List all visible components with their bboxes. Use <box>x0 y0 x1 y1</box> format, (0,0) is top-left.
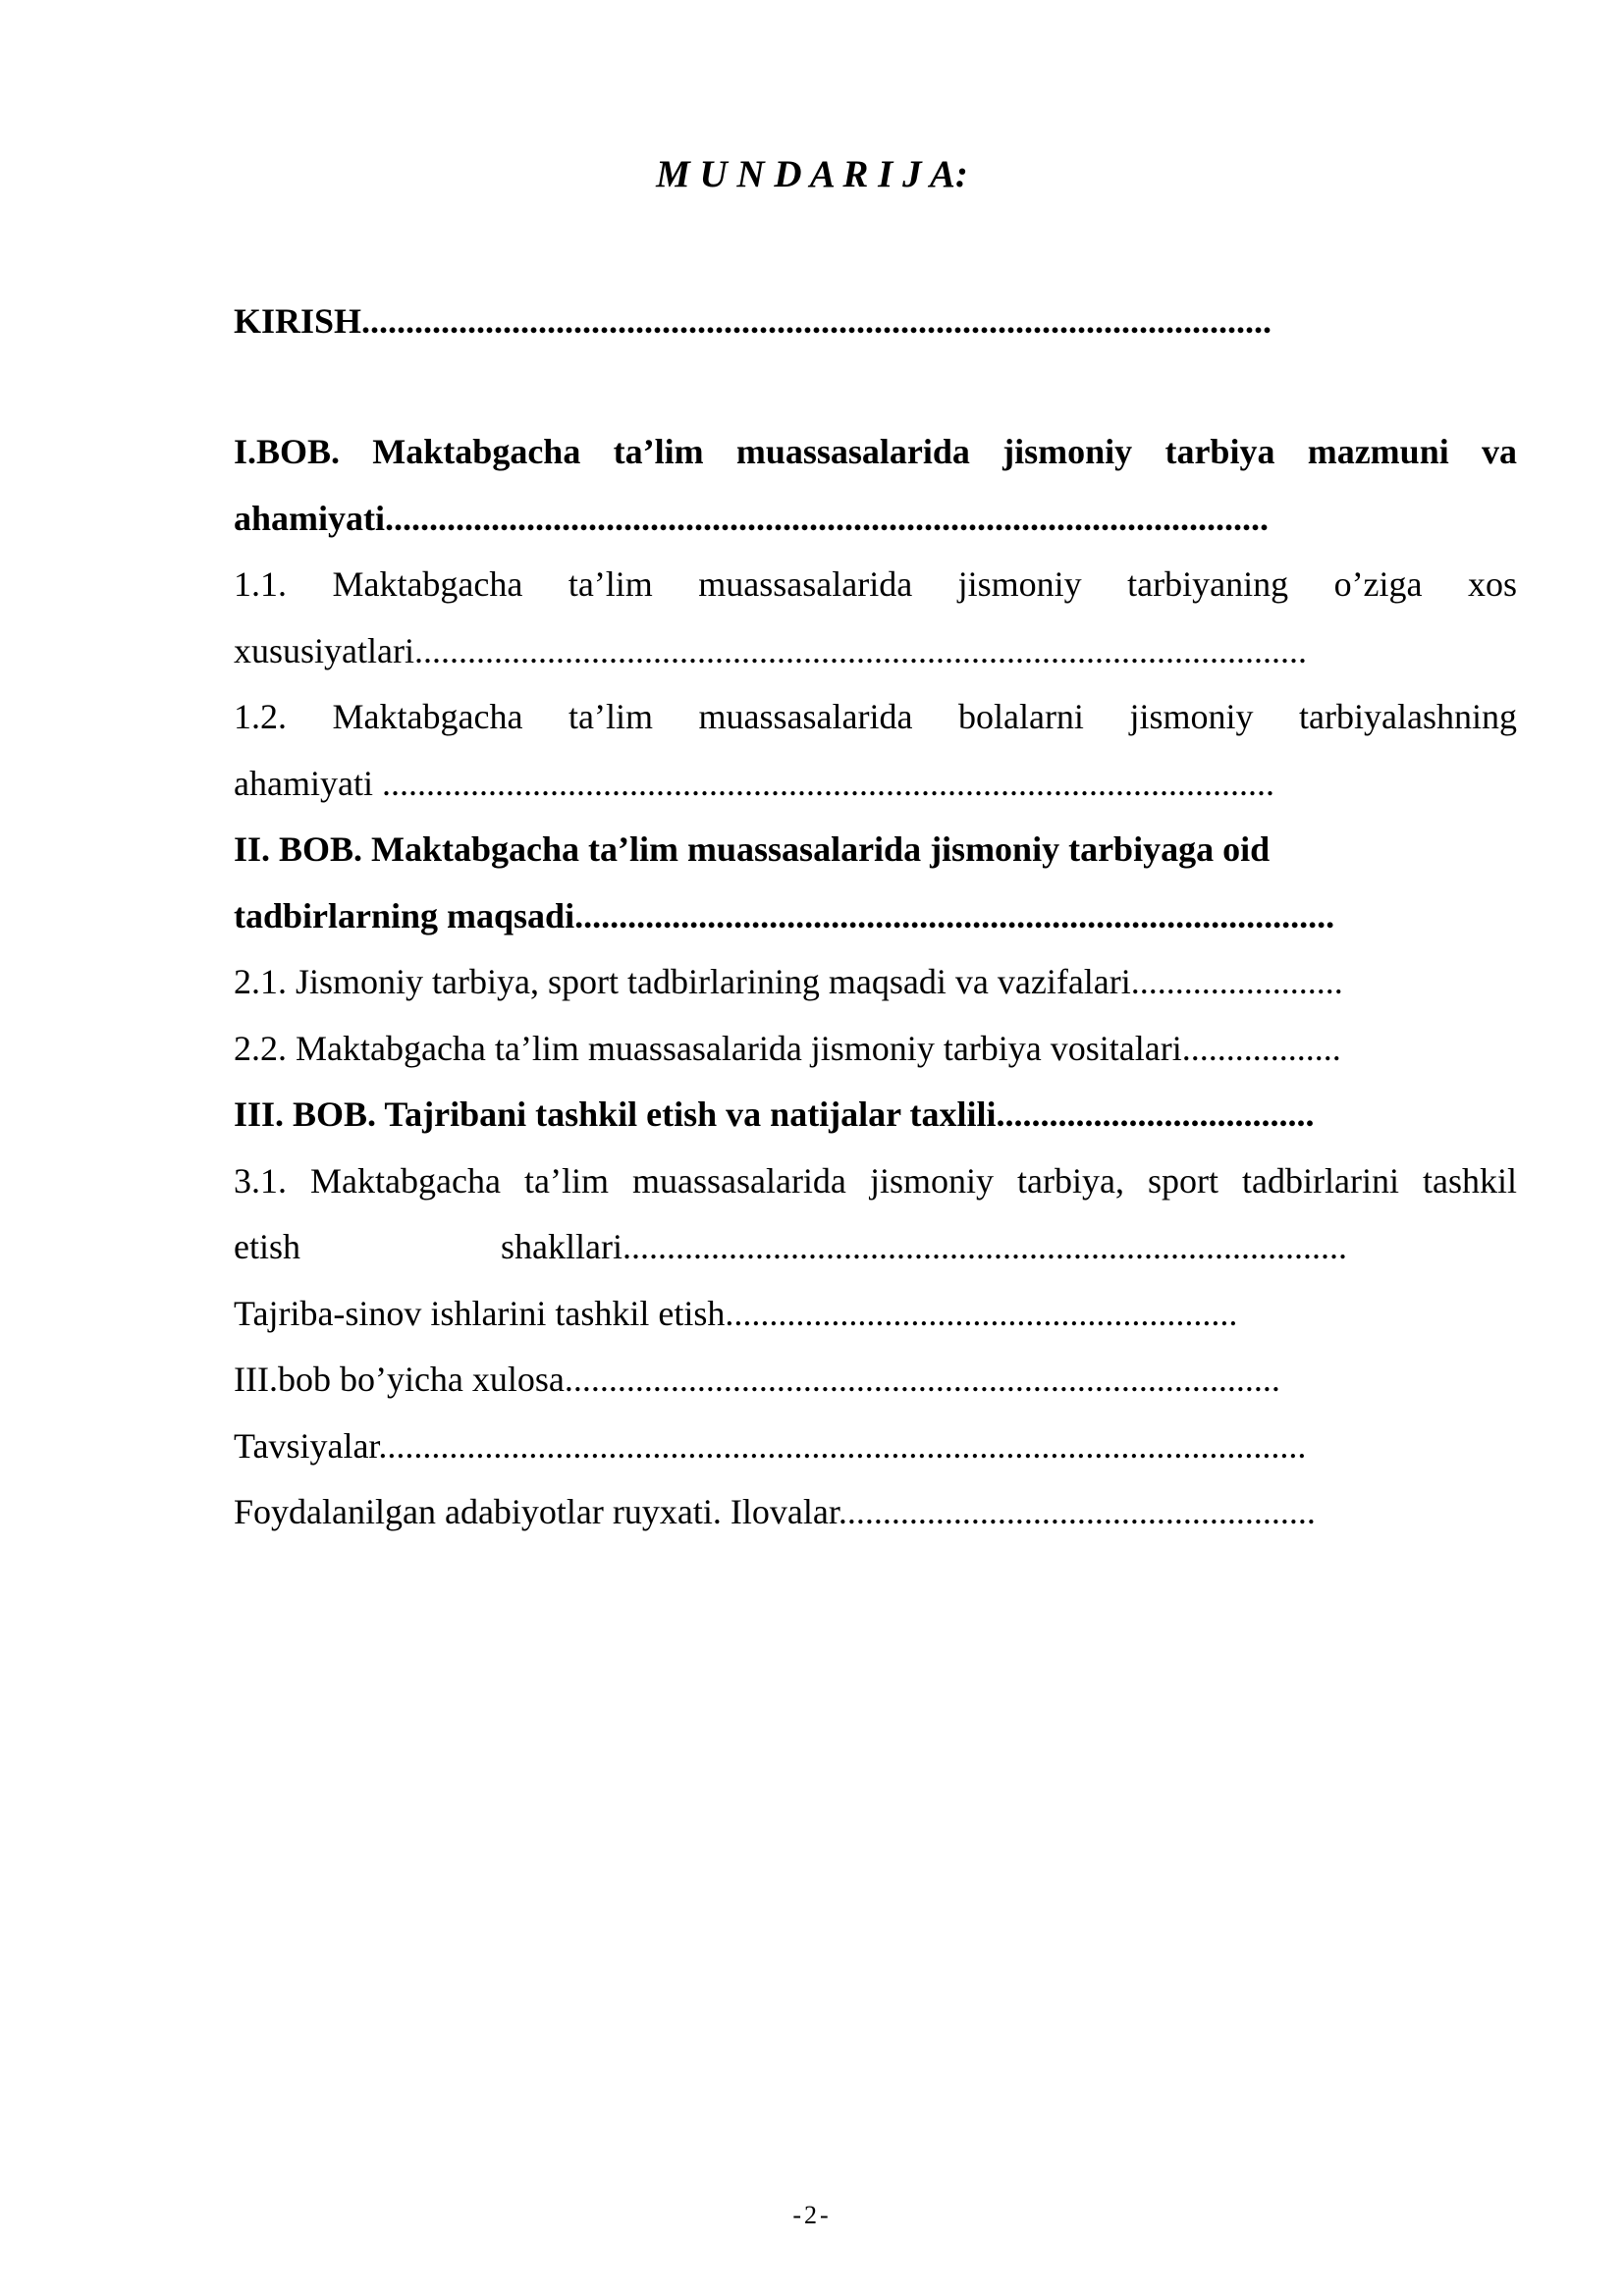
toc-entry-tavsiyalar: Tavsiyalar......................................................................................................... <box>234 1425 1307 1466</box>
toc-entry-bob-1 <box>234 419 1517 552</box>
toc-line-start: etish <box>234 1227 300 1266</box>
toc-line: ahamiyati ..................................................................................................... <box>234 763 1274 803</box>
toc-line: 1.2. Maktabgacha ta’lim muassasalarida bolalarni jismoniy tarbiyalashning <box>234 697 1517 736</box>
toc-entry-3-1 <box>234 1148 1517 1281</box>
toc-entry-bob-3: III. BOB. Tajribani tashkil etish va natijalar taxlili.................................... <box>234 1095 1315 1134</box>
toc-line: KIRISH....................................................................................................... <box>234 301 1272 341</box>
toc-line: ahamiyati.................................................................................................... <box>234 498 1270 538</box>
toc-entry-xulosa: III.bob bo’yicha xulosa................................................................................. <box>234 1360 1280 1399</box>
toc-line <box>234 1214 1517 1281</box>
toc-entry-1-2 <box>234 684 1517 817</box>
toc-entry-1-1 <box>234 552 1517 684</box>
toc-entry-adabiyotlar: Foydalanilgan adabiyotlar ruyxati. Ilovalar...................................................... <box>234 1492 1316 1531</box>
toc-line: I.BOB. Maktabgacha ta’lim muassasalarida jismoniy tarbiya mazmuni va <box>234 432 1517 471</box>
toc-entry-bob-2 <box>234 817 1517 949</box>
table-of-contents <box>234 419 1517 1546</box>
toc-entry-2-2: 2.2. Maktabgacha ta’lim muassasalarida jismoniy tarbiya vositalari.................. <box>234 1028 1341 1068</box>
toc-line: xususiyatlari..................................................................................................... <box>234 630 1307 670</box>
toc-entry-2-1: 2.1. Jismoniy tarbiya, sport tadbirlarining maqsadi va vazifalari........................ <box>234 962 1343 1001</box>
toc-line: tadbirlarning maqsadi...................................................................................... <box>234 895 1335 935</box>
page-number: -2- <box>792 2201 832 2229</box>
toc-line-end: shakllari.................................................................................. <box>501 1227 1347 1266</box>
toc-line: II. BOB. Maktabgacha ta’lim muassasalarida jismoniy tarbiyaga oid <box>234 829 1271 869</box>
toc-entry-kirish <box>234 289 1517 355</box>
toc-line: 1.1. Maktabgacha ta’lim muassasalarida jismoniy tarbiyaning o’ziga xos <box>234 564 1517 604</box>
toc-entry-tajriba: Tajriba-sinov ishlarini tashkil etish.......................................................... <box>234 1293 1238 1333</box>
toc-line: 3.1. Maktabgacha ta’lim muassasalarida jismoniy tarbiya, sport tadbirlarini tashkil <box>234 1160 1517 1201</box>
page-title: M U N D A R I J A: <box>656 153 968 195</box>
